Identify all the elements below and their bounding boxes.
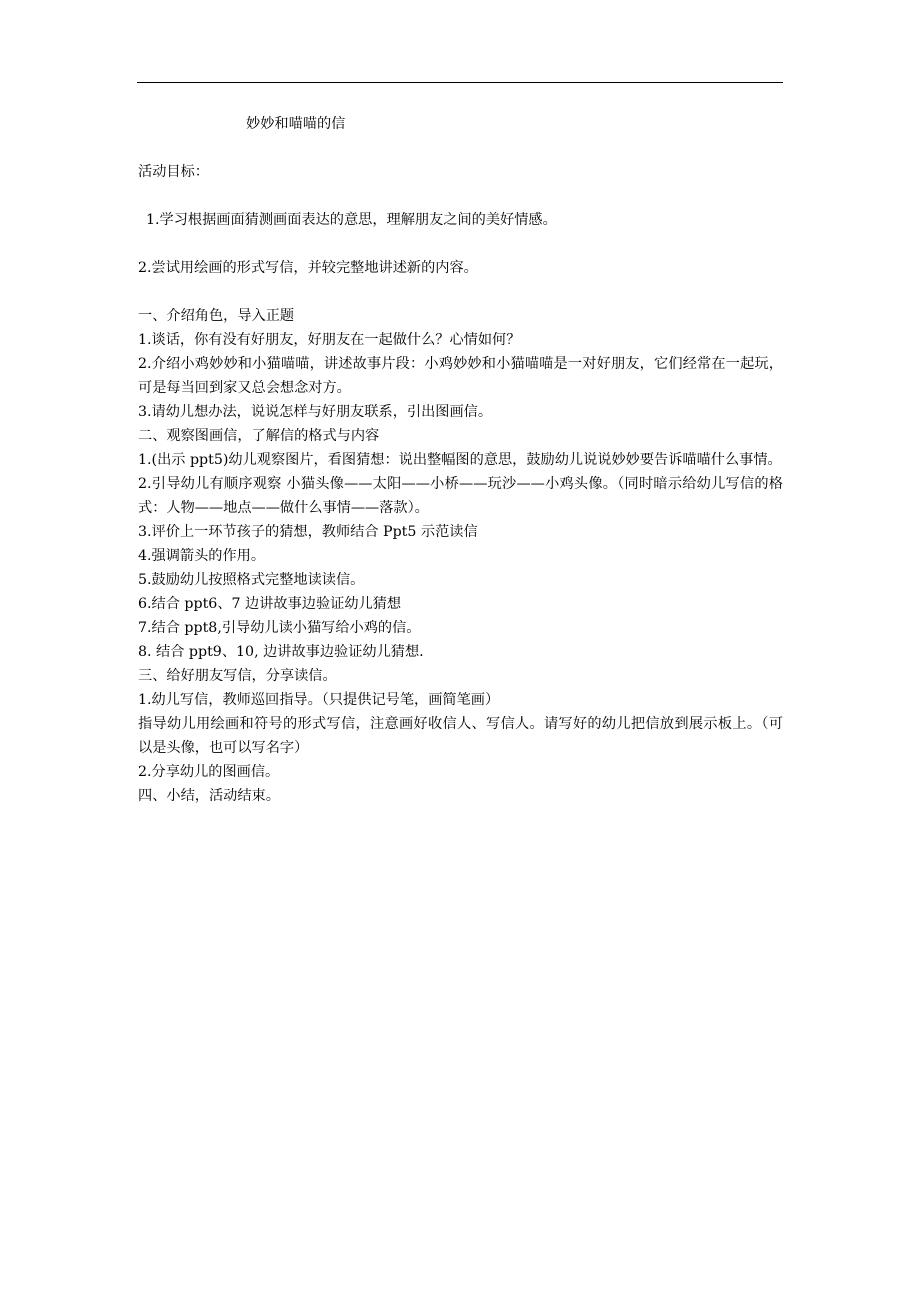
step-item: 指导幼儿用绘画和符号的形式写信，注意画好收信人、写信人。请写好的幼儿把信放到展示板上。（可以是头像，也可以写名字）	[138, 716, 783, 756]
objective-item: 2.尝试用绘画的形式写信，并较完整地讲述新的内容。	[138, 260, 478, 276]
step-item: 3.评价上一环节孩子的猜想，教师结合 Ppt5 示范读信	[138, 524, 478, 540]
objectives-heading: 活动目标：	[138, 164, 209, 180]
step-item: 1.幼儿写信，教师巡回指导。（只提供记号笔，画简笔画）	[138, 692, 500, 708]
section-heading: 三、给好朋友写信，分享读信。	[138, 668, 337, 684]
step-item: 3.请幼儿想办法，说说怎样与好朋友联系，引出图画信。	[138, 404, 493, 420]
section-heading: 一、介绍角色，导入正题	[138, 308, 295, 324]
step-item: 2.引导幼儿有顺序观察 小猫头像——太阳——小桥——玩沙——小鸡头像。（同时暗示给幼儿写信的格式：人物——地点——做什么事情——落款）。	[138, 476, 783, 516]
section-heading: 二、观察图画信，了解信的格式与内容	[138, 428, 380, 444]
step-item: 1.谈话，你有没有好朋友，好朋友在一起做什么？心情如何？	[138, 332, 521, 348]
step-item: 5.鼓励幼儿按照格式完整地读读信。	[138, 572, 365, 588]
document-body	[138, 112, 783, 808]
step-item: 2.分享幼儿的图画信。	[138, 764, 280, 780]
section-heading: 四、小结，活动结束。	[138, 788, 280, 804]
header-rule	[137, 82, 783, 83]
step-item: 1.(出示 ppt5)幼儿观察图片，看图猜想：说出整幅图的意思，鼓励幼儿说说妙妙要告诉喵喵什么事情。	[138, 452, 782, 468]
step-item: 2.介绍小鸡妙妙和小猫喵喵，讲述故事片段：小鸡妙妙和小猫喵喵是一对好朋友，它们经常在一起玩，可是每当回到家又总会想念对方。	[138, 356, 783, 396]
step-item: 4.强调箭头的作用。	[138, 548, 266, 564]
objective-item: 1.学习根据画面猜测画面表达的意思，理解朋友之间的美好情感。	[146, 212, 557, 228]
document-title: 妙妙和喵喵的信	[246, 116, 346, 132]
step-item: 6.结合 ppt6、7 边讲故事边验证幼儿猜想	[138, 596, 402, 612]
step-item: 7.结合 ppt8,引导幼儿读小猫写给小鸡的信。	[138, 620, 421, 636]
step-item: 8. 结合 ppt9、10, 边讲故事边验证幼儿猜想.	[138, 644, 424, 660]
